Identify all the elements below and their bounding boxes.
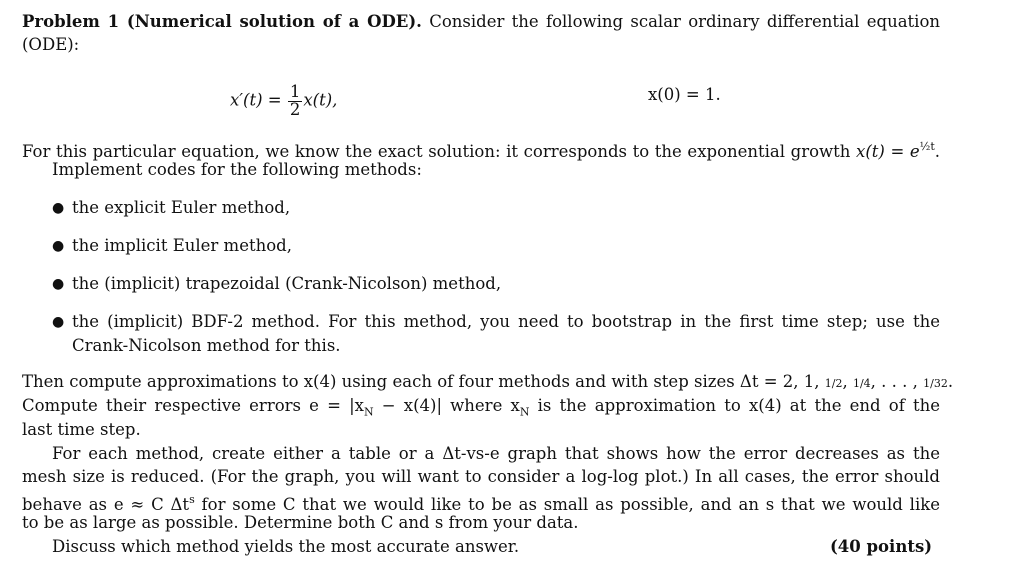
intro-text: Consider the following scalar ordinary differential equation xyxy=(429,12,941,31)
eq-fraction: $\frac{1}{2}$ xyxy=(289,82,301,119)
intro-text-cont: (ODE): xyxy=(22,35,80,54)
implement-text: Implement codes for the following methods: xyxy=(52,160,422,179)
bullet-icon: ● xyxy=(52,314,65,330)
para2-line: behave as e ≈ C $\Delta t^s$ for some C that we would like to be as small as possible, and an s that we would like xyxy=(22,493,940,514)
method-item: the (implicit) trapezoidal (Crank-Nicolson) method, xyxy=(72,274,502,293)
method-item-cont: Crank-Nicolson method for this. xyxy=(72,336,341,355)
para2-line: mesh size is reduced. (For the graph, you will want to consider a log-log plot.) In all cases, the error should xyxy=(22,467,940,486)
error-definition-cont: last time step. xyxy=(22,420,141,439)
bullet-icon: ● xyxy=(52,238,65,254)
problem-header xyxy=(22,11,940,33)
method-item: the implicit Euler method, xyxy=(72,236,292,255)
exact-solution-text: For this particular equation, we know the exact solution: it corresponds to the exponential growth $x(t) = e^{\frac{1}{2}t}$. xyxy=(22,140,941,161)
method-item: the (implicit) BDF-2 method. For this method, you need to bootstrap in the first time step; use the xyxy=(72,312,940,331)
bullet-icon: ● xyxy=(52,276,65,292)
para2-line: to be as large as possible. Determine both C and s from your data. xyxy=(22,513,579,532)
para2-line: For each method, create either a table or a Δt-vs-e graph that shows how the error decreases as the xyxy=(52,444,940,463)
points-label: (40 points) xyxy=(830,537,933,556)
ode-equation xyxy=(230,84,337,118)
step-sizes-text: Then compute approximations to x(4) using each of four methods and with step sizes Δt = 2, 1, 1/2, 1/4, . . . , 1/32. xyxy=(22,372,954,391)
bullet-icon: ● xyxy=(52,200,65,216)
eq-lhs: x′(t) = xyxy=(230,90,287,110)
problem-title: Problem 1 (Numerical solution of a ODE). xyxy=(22,12,422,31)
discuss-text: Discuss which method yields the most accurate answer. xyxy=(52,537,520,556)
initial-condition: x(0) = 1. xyxy=(648,85,721,104)
error-definition-text: Compute their respective errors $e = |x_N - x(4)|$ where $x_N$ is the approximation to x(4) at the end of the xyxy=(22,396,940,419)
eq-rhs: x(t), xyxy=(303,90,338,110)
method-item: the explicit Euler method, xyxy=(72,198,291,217)
